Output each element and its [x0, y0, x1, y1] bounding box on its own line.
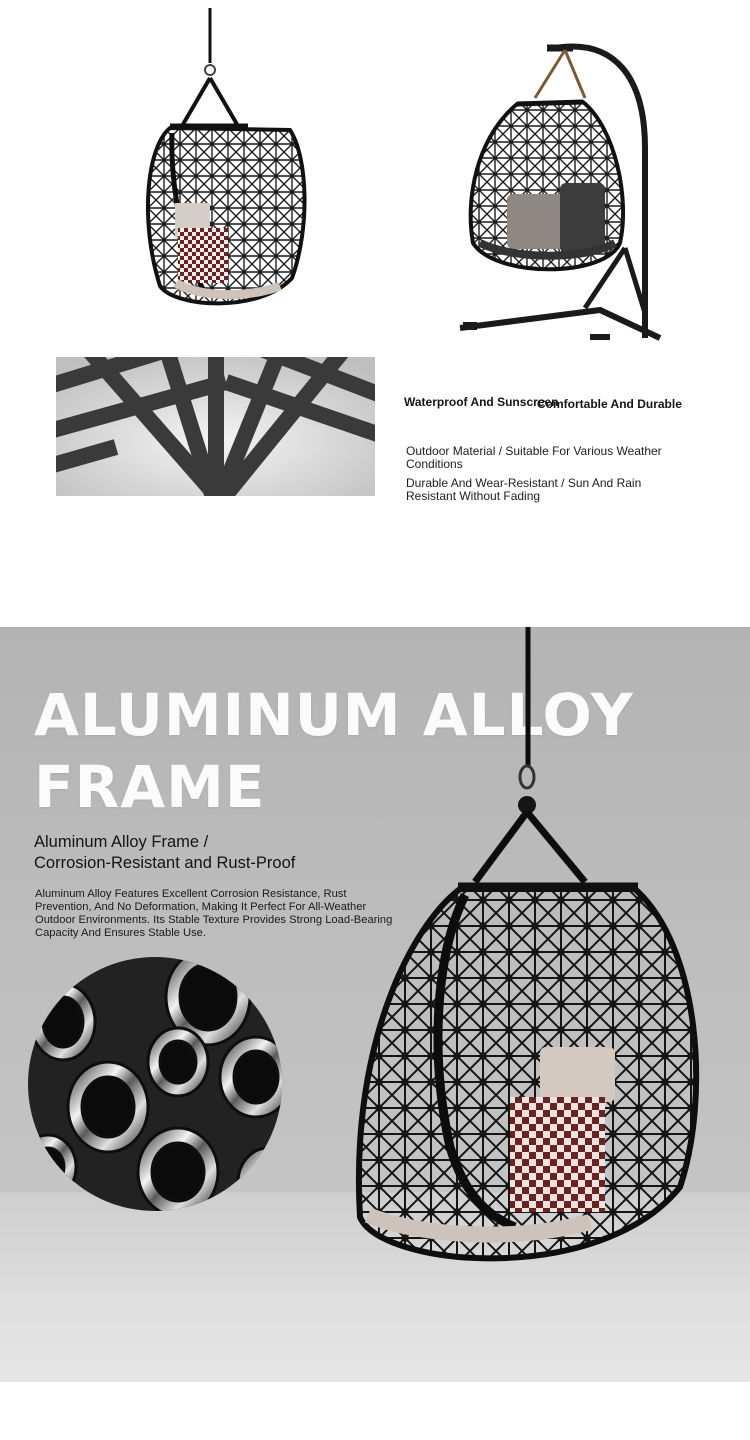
hanging-egg-chair-large-image: [340, 627, 710, 1302]
headline-line-1: ALUMINUM ALLOY: [34, 681, 634, 749]
feature-title-comfortable: Comfortable And Durable: [537, 397, 682, 411]
aluminum-pipes-image: [28, 957, 282, 1211]
headline-line-2: FRAME: [34, 753, 266, 821]
feature-description-outdoor: Outdoor Material / Suitable For Various Weather Conditions: [406, 444, 662, 471]
rattan-weave-closeup-image: [56, 357, 375, 496]
feature-description-durable: Durable And Wear-Resistant / Sun And Rain Resistant Without Fading: [406, 476, 642, 503]
feature-title-waterproof: Waterproof And Sunscreen: [404, 395, 559, 409]
subheading-line-1: Aluminum Alloy Frame /: [34, 833, 209, 851]
aluminum-frame-banner: [0, 627, 750, 1382]
banner-body-text: Aluminum Alloy Features Excellent Corrosion Resistance, Rust Prevention, And No Deformation, Making It Perfect For All-Weather Outdoor Environments. Its Stable Texture Provides Strong Load-Bearing Capacity And Ensures Stable Use.: [35, 888, 393, 939]
egg-chair-with-stand-image: [455, 38, 665, 356]
subheading-line-2: Corrosion-Resistant and Rust-Proof: [34, 854, 296, 872]
banner-subheading: [34, 832, 295, 874]
hanging-egg-chair-image: [140, 8, 310, 320]
